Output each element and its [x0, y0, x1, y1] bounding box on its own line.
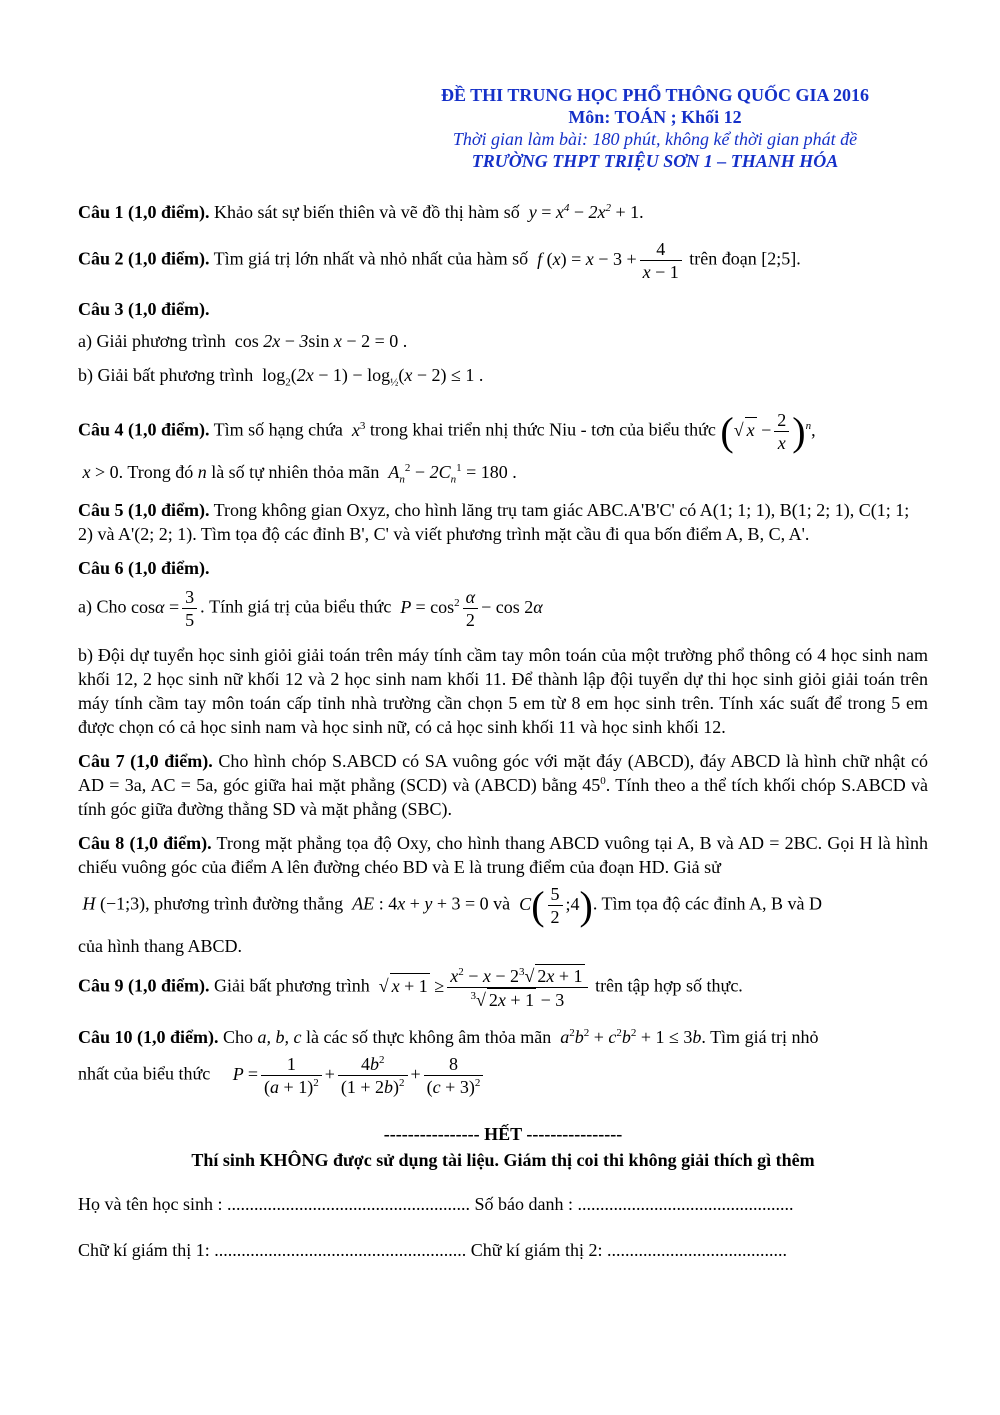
- question-8-and: và: [493, 893, 511, 914]
- exam-header: [405, 84, 905, 172]
- question-10: [78, 1025, 928, 1049]
- question-8: [78, 831, 928, 879]
- question-7-label: Câu 7 (1,0 điểm).: [78, 751, 213, 771]
- exam-title: ĐỀ THI TRUNG HỌC PHỔ THÔNG QUỐC GIA 2016: [440, 85, 870, 105]
- question-2-interval: [2;5].: [761, 248, 801, 269]
- question-8-text: Trong mặt phẳng tọa độ Oxy, cho hình thang ABCD vuông tại A, B và AD = 2BC. Gọi H là hình chiếu vuông góc của điểm A lên đường chéo BD và E là trung điểm của đoạn HD. Giả sử: [78, 833, 928, 877]
- question-9-formula: √ x + 1 ≥ $\frac{x^2 - x - 2^3√ 2x + 1}{^3√ 2x + 1 - 3}$: [379, 976, 591, 996]
- question-3a-formula: cos 2x − 3sin x − 2 = 0 .: [234, 331, 408, 351]
- question-8-point-c: C( $\frac{5}{2}$ ;4): [519, 882, 593, 928]
- question-10-formula: P = $\frac{1}{(a + 1)^2}$ + $\frac{4b^2}{(1 + 2b)^2}$ + $\frac{8}{(c + 3)^2}$: [233, 1064, 487, 1084]
- question-5-label: Câu 5 (1,0 điểm).: [78, 500, 210, 520]
- question-6a-text2: . Tính giá trị của biểu thức: [200, 596, 392, 617]
- question-3b-text: b) Giải bất phương trình: [78, 365, 254, 385]
- question-1: [78, 200, 928, 224]
- question-2-label: Câu 2 (1,0 điểm).: [78, 248, 210, 269]
- question-8-last: [78, 934, 928, 958]
- exam-body: [78, 200, 928, 1262]
- question-2-tail: trên đoạn: [684, 248, 762, 269]
- student-name-field: Họ và tên học sinh : ......................................................: [78, 1194, 470, 1214]
- question-10-label: Câu 10 (1,0 điểm).: [78, 1027, 219, 1047]
- question-8-line: [78, 883, 928, 928]
- question-4-label: Câu 4 (1,0 điểm).: [78, 419, 210, 440]
- question-4-term: $x^3$: [351, 419, 366, 440]
- exam-time: Thời gian làm bài: 180 phút, không kể thời gian phát đề: [452, 129, 858, 149]
- question-3b-formula: $\log_2(2x - 1) - \log_{\frac{1}{2}}(x - 2) \le 1$ .: [262, 365, 484, 389]
- exam-subject: Môn: TOÁN ; Khối 12: [568, 107, 742, 127]
- question-1-formula: $y = x^4 - 2x^2 + 1$.: [528, 202, 644, 222]
- question-6a-formula: $P = \cos^2$ $\frac{\alpha}{2}$ − cos 2α: [400, 587, 543, 630]
- question-7-text2: . Tính theo a thể tích khối chóp S.ABCD và tính góc giữa đường thẳng SD và mặt phẳng (SBC).: [78, 775, 928, 819]
- question-10-text: Cho: [218, 1027, 254, 1047]
- proctor-signature-line: [78, 1238, 928, 1262]
- question-9-text: Giải bất phương trình: [209, 975, 370, 996]
- question-6a-text: a) Cho: [78, 596, 127, 617]
- question-8-tail: . Tìm tọa độ các đỉnh A, B và D: [592, 893, 822, 914]
- question-10-line2: [78, 1053, 928, 1098]
- exam-school: TRƯỜNG THPT TRIỆU SƠN 1 – THANH HÓA: [471, 151, 839, 171]
- question-3a: [78, 329, 928, 353]
- question-2: [78, 238, 928, 283]
- proctor-2-signature: Chữ kí giám thị 2: ........................................: [466, 1240, 788, 1260]
- question-4-formula: $A_n^2 - 2C_n^1 = 180$ .: [388, 462, 517, 486]
- question-5-text: Trong không gian Oxyz, cho hình lăng trụ tam giác ABC.A'B'C' có A(1; 1; 1), B(1; 2; 1), C(1; 1; 2) và A'(2; 2; 1). Tìm tọa độ các đỉnh B', C' và viết phương trình mặt cầu đi qua bốn điểm A, B, C, A'.: [78, 500, 910, 544]
- question-9: [78, 964, 928, 1011]
- question-8-last-text: của hình thang ABCD.: [78, 936, 242, 956]
- student-id-field: Số báo danh : ................................................: [469, 1194, 794, 1214]
- question-10-condition: $a^2b^2 + c^2b^2 + 1 \le 3b$: [560, 1027, 702, 1047]
- question-1-text: Khảo sát sự biến thiên và vẽ đồ thị hàm số: [209, 202, 520, 222]
- question-6a: [78, 586, 928, 631]
- question-9-tail: trên tập hợp số thực.: [595, 975, 743, 996]
- question-4-text: Tìm số hạng chứa: [209, 419, 343, 440]
- question-2-formula: f (x) = x − 3 + $\frac{4}{x - 1}$: [537, 249, 685, 269]
- question-4-condition: x > 0: [82, 462, 119, 482]
- question-8-label: Câu 8 (1,0 điểm).: [78, 833, 212, 853]
- question-8-point-h: H (−1;3): [82, 893, 146, 914]
- question-10-vars: a, b, c: [257, 1027, 302, 1047]
- exam-note: Thí sinh KHÔNG được sử dụng tài liệu. Giám thị coi thi không giải thích gì thêm: [191, 1150, 815, 1170]
- question-4-text2: trong khai triển nhị thức Niu - tơn của biểu thức: [369, 419, 716, 440]
- end-marker: ---------------- HẾT ----------------: [383, 1124, 623, 1144]
- question-4-line2b: là số tự nhiên thỏa mãn: [206, 462, 380, 482]
- question-8-line-ae: AE : 4x + y + 3 = 0: [352, 893, 489, 914]
- question-4-n: n: [197, 462, 207, 482]
- question-7-text: Cho hình chóp S.ABCD có SA vuông góc với mặt đáy (ABCD), đáy ABCD là hình chữ nhật có AD = 3a, AC = 5a, góc giữa hai mặt phẳng (SCD) và (ABCD) bằng 45: [78, 751, 928, 795]
- question-3-label: Câu 3 (1,0 điểm).: [78, 299, 210, 319]
- question-6a-given: cosα = $\frac{3}{5}$: [131, 597, 200, 617]
- proctor-1-signature: Chữ kí giám thị 1: ........................................................: [78, 1240, 467, 1260]
- question-6-label: Câu 6 (1,0 điểm).: [78, 558, 210, 578]
- question-2-text: Tìm giá trị lớn nhất và nhỏ nhất của hàm số: [209, 248, 529, 269]
- question-4-line2-text: . Trong đó: [118, 462, 194, 482]
- question-9-label: Câu 9 (1,0 điểm).: [78, 975, 210, 996]
- question-7: [78, 749, 928, 821]
- question-3a-text: a) Giải phương trình: [78, 331, 226, 351]
- question-7-degree: 0: [600, 775, 606, 787]
- question-3b: [78, 363, 928, 387]
- question-6b: [78, 643, 928, 739]
- question-5: [78, 498, 928, 546]
- question-8-mid: , phương trình đường thẳng: [145, 893, 344, 914]
- question-10-line2-text: nhất của biểu thức: [78, 1063, 211, 1084]
- question-1-label: Câu 1 (1,0 điểm).: [78, 202, 210, 222]
- question-10-tail: . Tìm giá trị nhỏ: [701, 1027, 819, 1047]
- question-10-text2: là các số thực không âm thỏa mãn: [301, 1027, 552, 1047]
- question-6b-text: b) Đội dự tuyển học sinh giỏi giải toán trên máy tính cầm tay môn toán của một trường phổ thông có 4 học sinh nam khối 12, 2 học sinh nữ khối 12 và 2 học sinh nam khối 11. Để thành lập đội tuyển dự thi học sinh giỏi giải toán trên máy tính cầm tay môn toán cấp tỉnh nhà trường cần chọn 5 em từ 8 em học sinh trên. Tính xác suất để trong 5 em được chọn có cả học sinh nam và học sinh nữ, có cả học sinh khối 11 và học sinh khối 12.: [78, 645, 928, 737]
- student-info-line: [78, 1192, 928, 1216]
- question-3-title: [78, 297, 928, 321]
- question-4: [78, 409, 928, 454]
- question-4-expression: (√ x − $\frac{2}{x}$ )$^n$,: [720, 408, 816, 454]
- question-4-line2: [78, 460, 928, 484]
- question-6-title: [78, 556, 928, 580]
